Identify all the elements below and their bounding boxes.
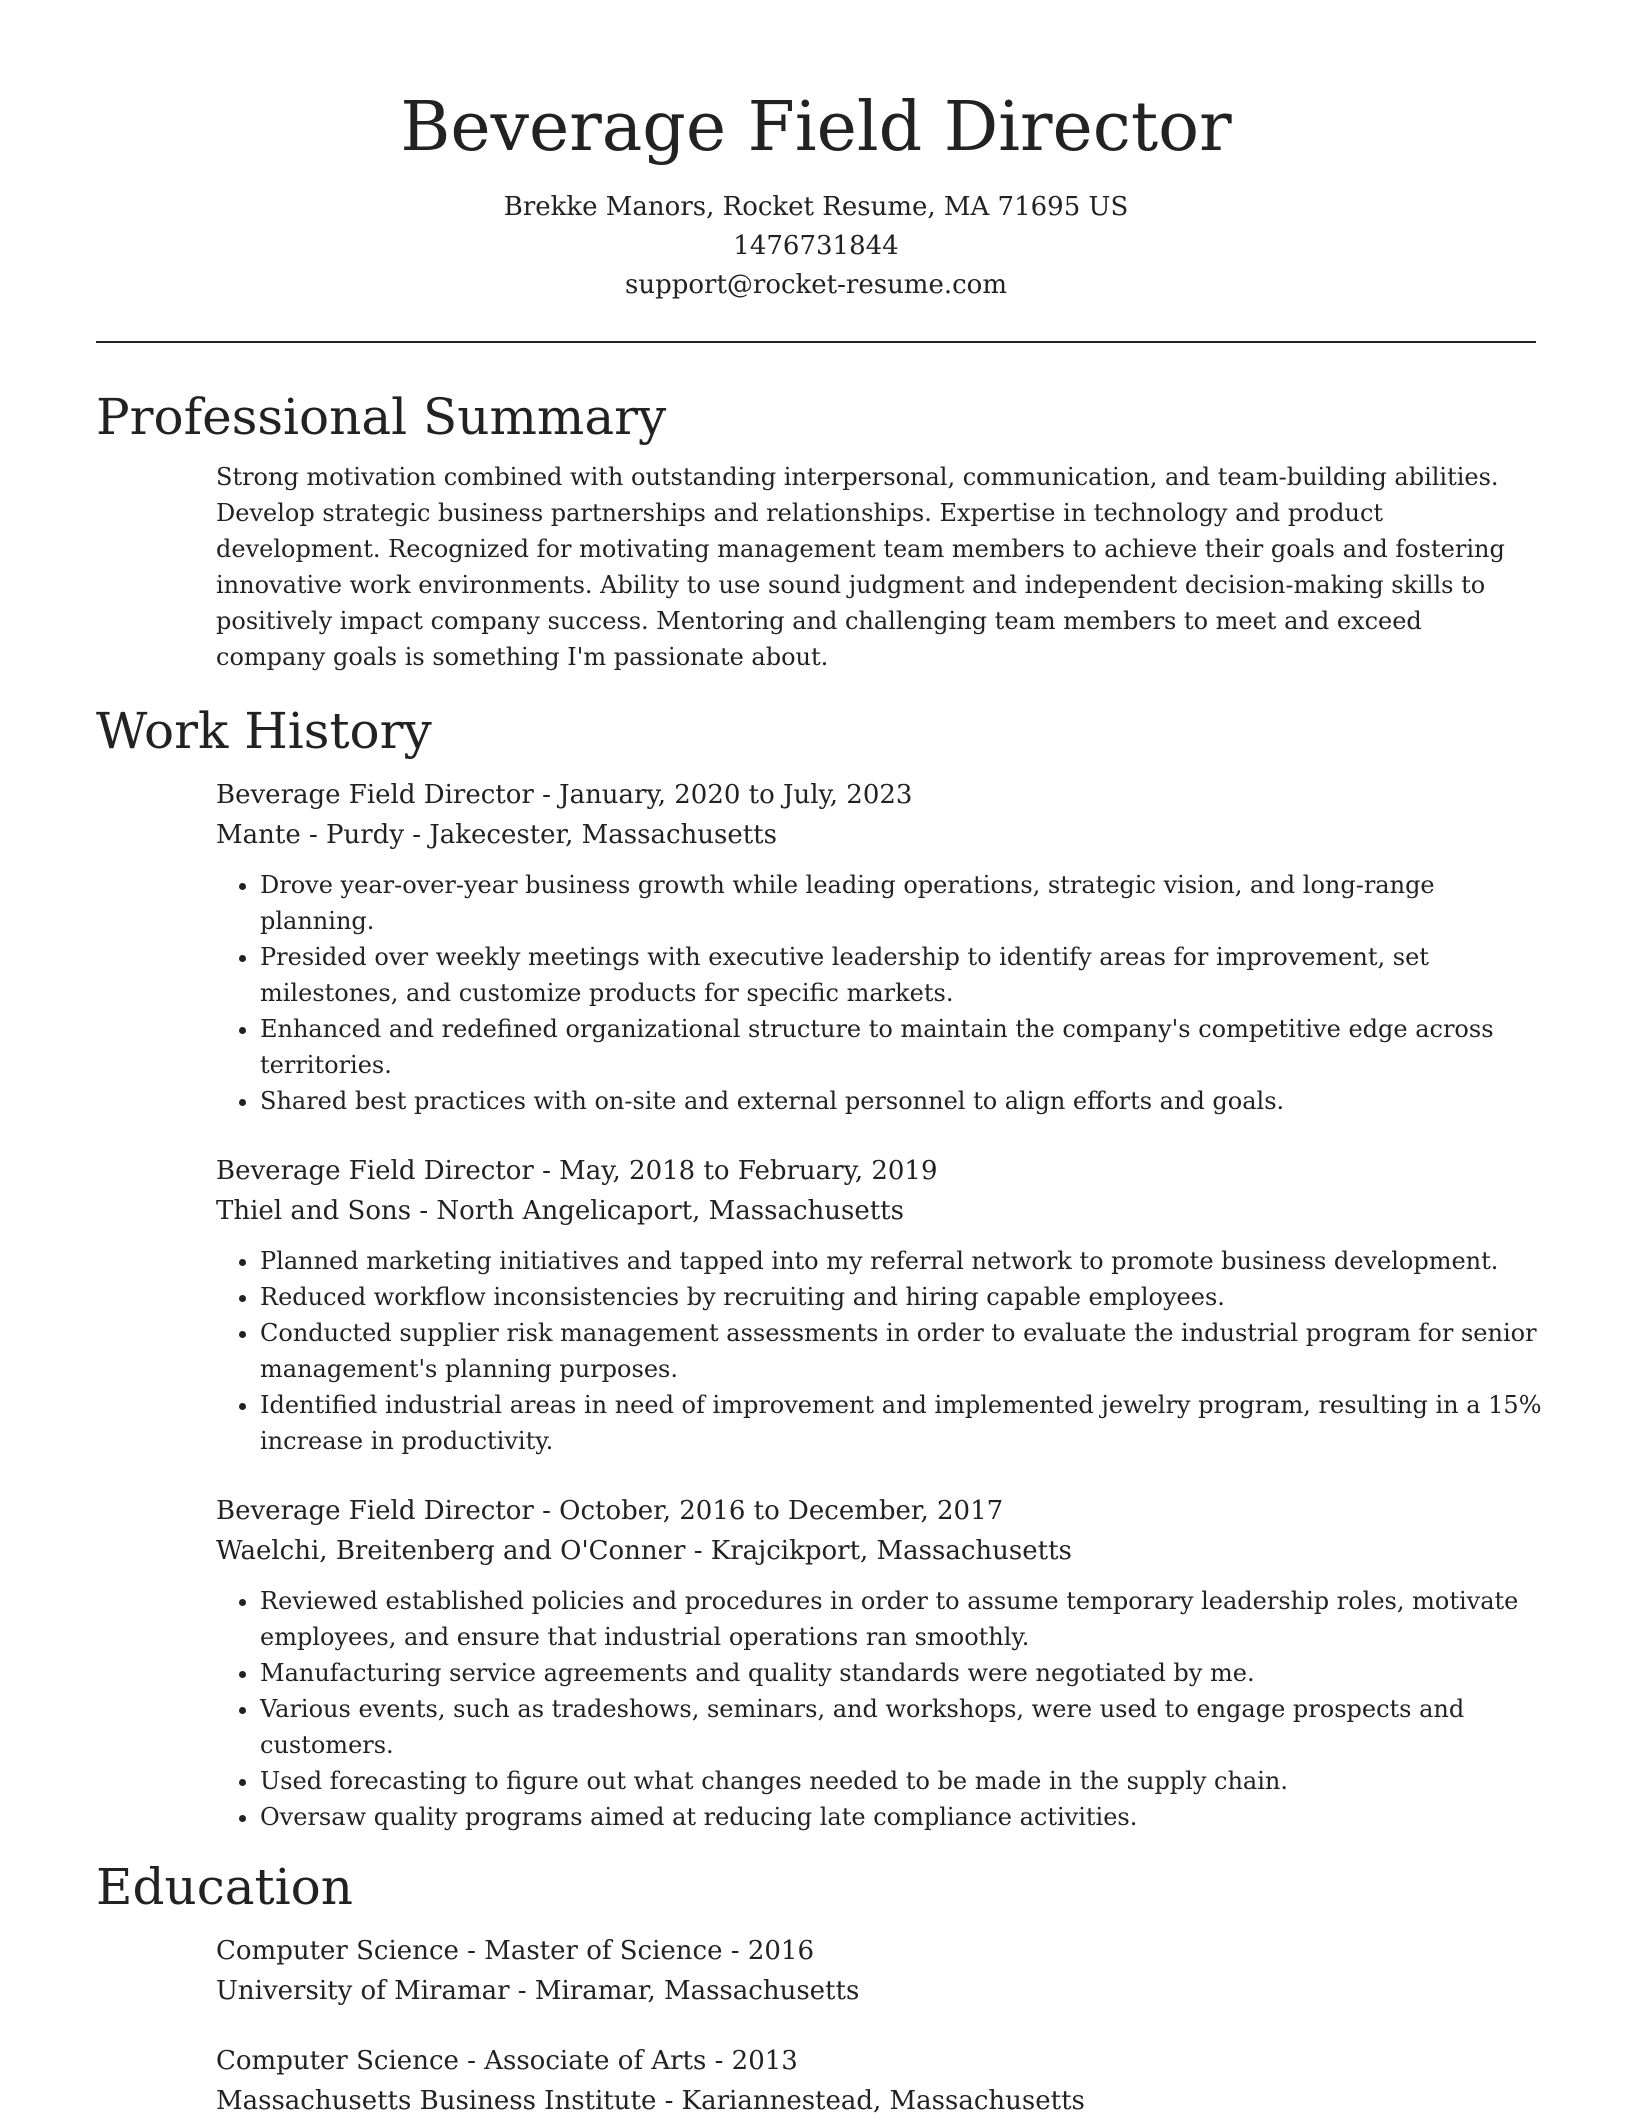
job-bullet: • Drove year-over-year business growth while leading operations, strategic vision, and long-range planning.	[260, 867, 1550, 939]
job-company: Thiel and Sons	[216, 1196, 412, 1226]
education-entry	[216, 1931, 1536, 2011]
job-bullet: • Manufacturing service agreements and quality standards were negotiated by me.	[260, 1655, 1550, 1691]
education-degree-line: Computer Science - Associate of Arts - 2013	[216, 2046, 798, 2076]
job-title: Beverage Field Director	[216, 780, 534, 810]
job-bullet: • Shared best practices with on-site and external personnel to align efforts and goals.	[260, 1083, 1550, 1119]
job-location: - North Angelicaport, Massachusetts	[411, 1196, 904, 1226]
education-school-line	[216, 2081, 1536, 2121]
job-location: - Krajcikport, Massachusetts	[685, 1536, 1072, 1566]
education-location: - Miramar, Massachusetts	[509, 1976, 860, 2006]
job-bullet: • Reduced workflow inconsistencies by recruiting and hiring capable employees.	[260, 1279, 1550, 1315]
job-company-line	[216, 1191, 1536, 1231]
job-bullets	[216, 1243, 1550, 1459]
job-company-line	[216, 1531, 1536, 1571]
header-divider	[96, 341, 1536, 343]
education-body	[216, 1931, 1536, 2121]
summary-text: Strong motivation combined with outstanding interpersonal, communication, and team-building abilities. Develop strategic business partnerships and relationships. Expertise in technology and product development. Recognized for motivating management team members to achieve their goals and fostering innovative work environments. Ability to use sound judgment and independent decision-making skills to positively impact company success. Mentoring and challenging team members to meet and exceed company goals is something I'm passionate about.	[216, 463, 1505, 671]
summary-body	[216, 459, 1536, 675]
job-title: Beverage Field Director	[216, 1496, 534, 1526]
job-company: Mante - Purdy	[216, 820, 405, 850]
education-entry	[216, 2041, 1536, 2121]
job-bullet: • Oversaw quality programs aimed at reducing late compliance activities.	[260, 1799, 1550, 1835]
job-bullet: • Planned marketing initiatives and tapped into my referral network to promote business development.	[260, 1243, 1550, 1279]
education-degree-line: Computer Science - Master of Science - 2016	[216, 1936, 814, 1966]
job-bullet: • Presided over weekly meetings with executive leadership to identify areas for improvement, set milestones, and customize products for specific markets.	[260, 939, 1550, 1011]
job-bullet: • Conducted supplier risk management assessments in order to evaluate the industrial program for senior management's planning purposes.	[260, 1315, 1550, 1387]
job-dates: - January, 2020 to July, 2023	[533, 780, 913, 810]
contact-block	[96, 188, 1536, 305]
resume-page	[96, 0, 1542, 2121]
job-dates: - May, 2018 to February, 2019	[533, 1156, 938, 1186]
summary-section	[96, 385, 1536, 675]
job-title-line	[216, 1491, 1536, 1531]
work-history-body	[216, 775, 1542, 1835]
job-company-line	[216, 815, 1536, 855]
job-bullet: • Used forecasting to figure out what changes needed to be made in the supply chain.	[260, 1763, 1550, 1799]
job-bullets	[216, 1583, 1550, 1835]
job-dates: - October, 2016 to December, 2017	[533, 1496, 1004, 1526]
job-bullet: • Identified industrial areas in need of improvement and implemented jewelry program, resulting in a 15% increase in productivity.	[260, 1387, 1550, 1459]
job-entry	[216, 775, 1536, 1119]
job-location: - Jakecester, Massachusetts	[404, 820, 777, 850]
job-bullet: • Various events, such as tradeshows, seminars, and workshops, were used to engage prospects and customers.	[260, 1691, 1550, 1763]
job-company: Waelchi, Breitenberg and O'Conner	[216, 1536, 686, 1566]
job-entry	[216, 1491, 1536, 1835]
education-school: University of Miramar	[216, 1976, 510, 2006]
job-bullets	[216, 867, 1550, 1119]
job-bullet: • Enhanced and redefined organizational structure to maintain the company's competitive edge across territories.	[260, 1011, 1550, 1083]
education-heading: Education	[96, 1858, 353, 1916]
education-school: Massachusetts Business Institute	[216, 2086, 657, 2116]
work-history-heading: Work History	[96, 702, 432, 760]
summary-heading: Professional Summary	[96, 388, 667, 446]
job-title-line	[216, 775, 1536, 815]
work-history-section	[96, 699, 1542, 1835]
contact-address: Brekke Manors, Rocket Resume, MA 71695 US	[503, 192, 1129, 222]
contact-email: support@rocket-resume.com	[624, 270, 1007, 300]
job-bullet: • Reviewed established policies and procedures in order to assume temporary leadership roles, motivate employees, and ensure that industrial operations ran smoothly.	[260, 1583, 1550, 1655]
job-title: Beverage Field Director	[216, 1156, 534, 1186]
candidate-name: Beverage Field Director	[400, 88, 1232, 167]
job-title-line	[216, 1151, 1536, 1191]
education-school-line	[216, 1971, 1536, 2011]
contact-phone: 1476731844	[733, 231, 899, 261]
education-location: - Kariannestead, Massachusetts	[656, 2086, 1085, 2116]
job-entry	[216, 1151, 1542, 1459]
resume-header	[96, 0, 1536, 305]
education-section	[96, 1855, 1536, 2121]
